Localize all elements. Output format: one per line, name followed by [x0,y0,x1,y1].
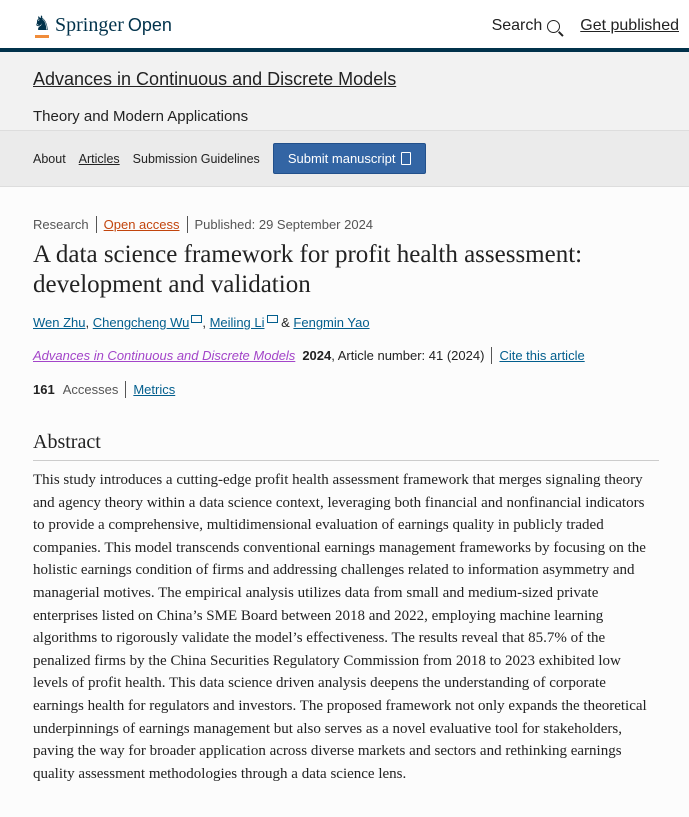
divider [125,381,126,398]
open-access-link[interactable]: Open access [103,217,180,232]
article-title: A data science framework for profit health assessment: development and validation [33,241,583,298]
search-button[interactable] [492,17,561,35]
email-icon[interactable] [191,315,202,323]
nav-articles[interactable]: Articles [78,151,120,166]
author-link[interactable]: Fengmin Yao [293,315,370,330]
author-list: Wen Zhu, Chengcheng Wu , Meiling Li & Fengmin Yao [33,315,370,330]
search-label: Search [491,17,543,34]
accesses-count: 161 [33,382,55,397]
citation-line [33,347,659,364]
springer-open-logo[interactable] [33,13,172,37]
submit-manuscript-button[interactable] [273,143,427,174]
volume-year: 2024 [302,348,332,363]
author-link[interactable]: Chengcheng Wu [92,315,190,330]
published-date: Published: 29 September 2024 [194,217,374,232]
brand-suffix: Open [127,14,172,35]
journal-banner [0,52,689,130]
divider [187,216,188,233]
get-published-link[interactable]: Get published [580,17,679,34]
article-main [0,216,689,785]
abstract-heading: Abstract [33,431,659,461]
author-link[interactable]: Meiling Li [209,315,265,330]
email-icon[interactable] [267,315,278,323]
journal-subtitle: Theory and Modern Applications [33,108,249,125]
accesses-label: Accesses [62,382,119,397]
divider [96,216,97,233]
accesses-line [33,381,659,398]
divider [491,347,492,364]
author-link[interactable]: Wen Zhu [33,315,86,330]
article-type: Research [33,217,89,232]
article-number: , Article number: 41 (2024) [331,348,485,363]
abstract-text: This study introduces a cutting-edge profit health assessment framework that merges signaling theory and agency theory within a data science context, leveraging both financial and nonfinancial indicators to provide a comprehensive, multidimensional evaluation of earnings quality in publicly traded companies. This model transcends conventional earnings management frameworks by focusing on the holistic earnings condition of firms and addressing challenges related to information asymmetry and managerial motives. The empirical analysis utilizes data from small and medium-sized private enterprises listed on China’s SME Board between 2018 and 2022, employing machine learning algorithms to rigorously validate the model’s effectiveness. The results reveal that 85.7% of the penalized firms by the China Securities Regulatory Commission from 2018 to 2023 exhibited low levels of profit health. This data science driven analysis deepens the understanding of corporate earnings health for regulators and investors. The proposed framework not only expands the theoretical underpinnings of earnings management but also serves as a novel evaluative tool for stakeholders, paving the way for broader application across diverse markets and sectors and rethinking earnings quality assessment methodologies through a data science lens. [33,472,647,782]
article-meta [33,216,659,233]
journal-link[interactable]: Advances in Continuous and Discrete Models [33,348,296,363]
document-upload-icon [401,152,411,165]
springer-horse-icon [33,13,51,37]
metrics-link[interactable]: Metrics [133,382,176,397]
header-actions [492,17,679,35]
site-header [0,0,689,52]
brand-name: Springer [55,13,124,36]
nav-about[interactable]: About [33,151,66,166]
journal-nav [0,130,689,187]
journal-title-link[interactable]: Advances in Continuous and Discrete Models [33,69,397,89]
submit-label: Submit manuscript [287,151,396,166]
search-icon [547,20,560,33]
nav-submission-guidelines[interactable]: Submission Guidelines [132,151,260,166]
cite-article-link[interactable]: Cite this article [499,348,585,363]
